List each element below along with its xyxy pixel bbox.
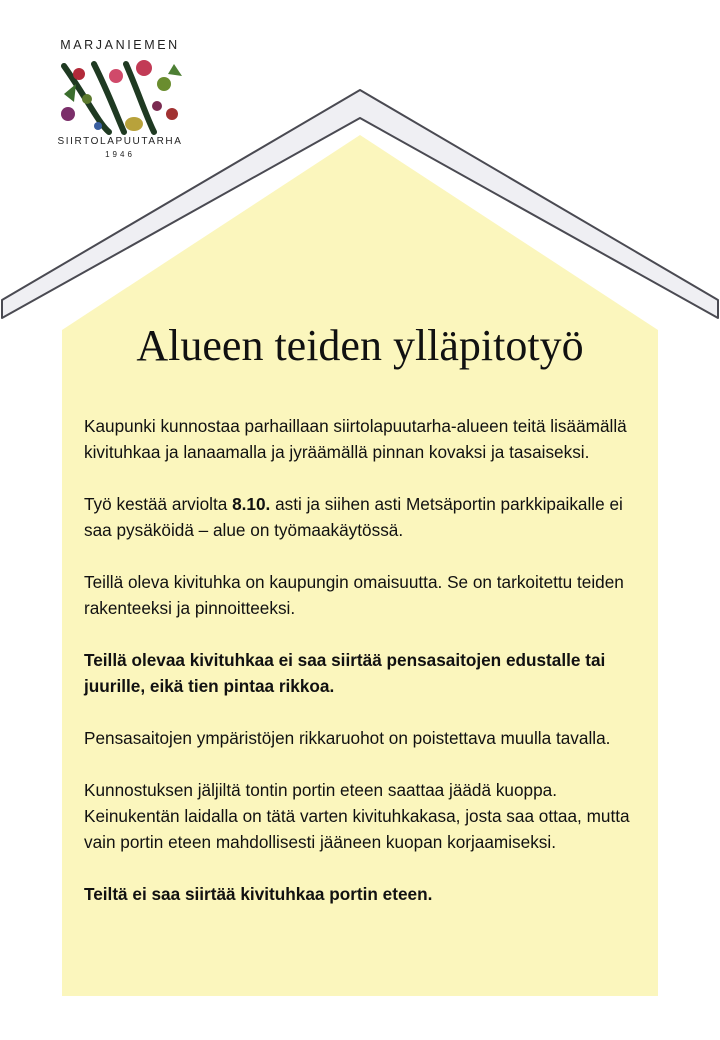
- logo-year: 1946: [105, 150, 135, 159]
- paragraph-duration: [84, 491, 644, 543]
- warning-gate-text: Teiltä ei saa siirtää kivituhkaa portin eteen.: [84, 884, 433, 904]
- garden-logo: [50, 38, 190, 168]
- paragraph-warning-hedges: [84, 647, 644, 699]
- fruit-illustration-icon: [54, 54, 184, 136]
- end-date: 8.10.: [232, 494, 271, 514]
- warning-hedges-text: Teillä olevaa kivituhkaa ei saa siirtää pensasaitojen edustalle tai juurille, eikä tien pintaa rikkoa.: [84, 650, 606, 696]
- notice-title: Alueen teiden ylläpitotyö: [136, 321, 584, 370]
- paragraph-ownership: Teillä oleva kivituhka on kaupungin omaisuutta. Se on tarkoitettu teiden rakenteeksi ja pinnoitteeksi.: [84, 572, 624, 618]
- duration-text-end: asti ja siihen asti Metsäportin parkkipaikalle ei saa pysäköidä – alue on työmaakäytössä.: [84, 494, 623, 540]
- paragraph-warning-gate: [84, 881, 644, 907]
- notice-body: [84, 413, 644, 933]
- logo-name-bottom: SIIRTOLAPUUTARHA: [57, 136, 183, 147]
- paragraph-weeds: Pensasaitojen ympäristöjen rikkaruohot on poistettava muulla tavalla.: [84, 728, 611, 748]
- duration-text-start: Työ kestää arviolta: [84, 494, 233, 514]
- paragraph-gate-holes: Kunnostuksen jäljiltä tontin portin eteen saattaa jäädä kuoppa. Keinukentän laidalla on tätä varten kivituhkakasa, josta saa ottaa, mutta vain portin eteen mahdollisesti jääneen kuopan korjaamiseksi.: [84, 780, 630, 852]
- paragraph-road-work: Kaupunki kunnostaa parhaillaan siirtolapuutarha-alueen teitä lisäämällä kivituhkaa ja lanaamalla ja jyräämällä pinnan kovaksi ja tasaiseksi.: [84, 416, 627, 462]
- logo-name-top: MARJANIEMEN: [60, 38, 180, 52]
